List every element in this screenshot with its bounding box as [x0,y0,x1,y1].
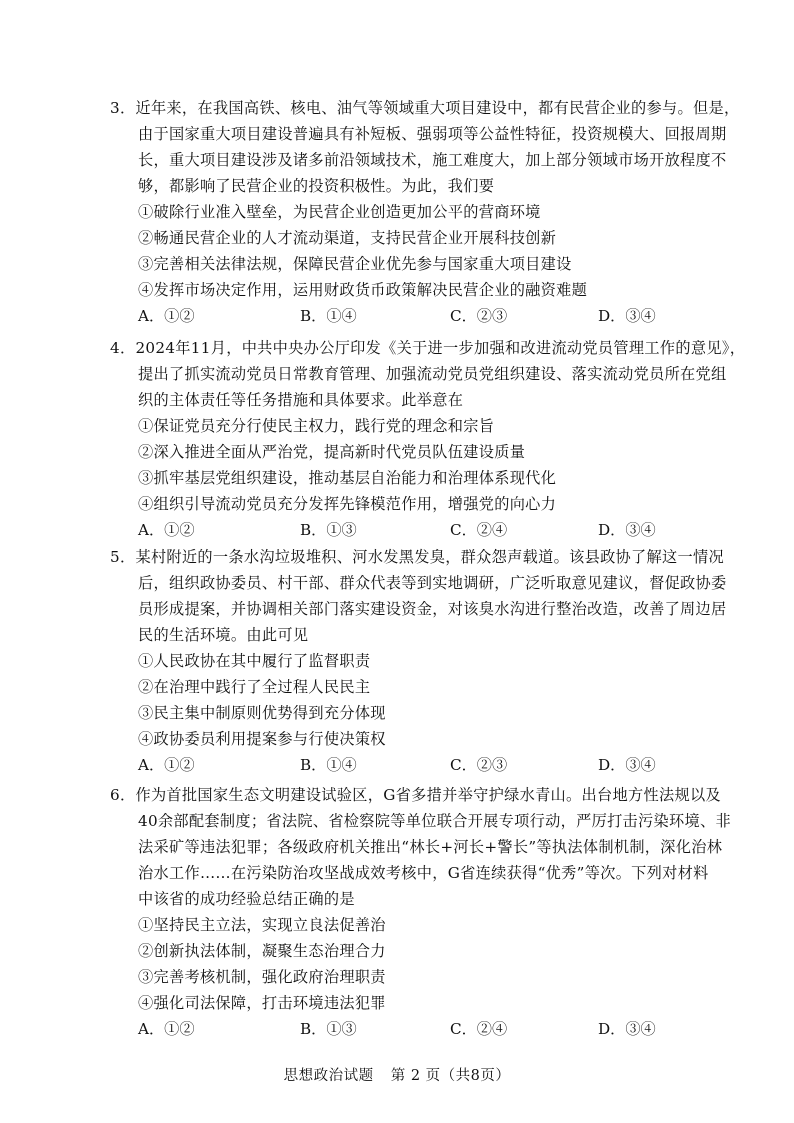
option-3: ③民主集中制原则优势得到充分体现 [138,704,386,722]
answer-choices [110,752,750,778]
option-2: ②深入推进全面从严治党，提高新时代党员队伍建设质量 [138,443,526,461]
stem-line: 民的生活环境。由此可见 [138,626,309,644]
option-3: ③抓牢基层党组织建设，推动基层自治能力和治理体系现代化 [138,469,557,487]
question-3 [110,95,750,329]
option-2: ②畅通民营企业的人才流动渠道，支持民营企业开展科技创新 [138,229,557,247]
choice-b: B．①④ [300,307,357,325]
stem-line: 治水工作……在污染防治攻坚战成效考核中，G省连续获得“优秀”等次。下列对材料 [138,864,709,882]
footer-subject: 思想政治试题 [283,1068,374,1084]
option-4: ④组织引导流动党员充分发挥先锋模范作用，增强党的向心力 [138,495,557,513]
choice-c: C．②④ [450,1020,508,1038]
option-4: ④发挥市场决定作用，运用财政货币政策解决民营企业的融资难题 [138,281,588,299]
choice-c: C．②④ [450,521,508,539]
stem-line: 6．作为首批国家生态文明建设试验区，G省多措并举守护绿水青山。出台地方性法规以及 [110,786,721,804]
choice-c: C．②③ [450,307,508,325]
stem-line: 由于国家重大项目建设普遍具有补短板、强弱项等公益性特征，投资规模大、回报周期 [138,125,727,143]
page-footer [0,1064,794,1085]
choice-a: A．①② [138,307,195,325]
choice-c: C．②③ [450,756,508,774]
stem-line: 织的主体责任等任务措施和具体要求。此举意在 [138,391,464,409]
stem-line: 长，重大项目建设涉及诸多前沿领域技术，施工难度大，加上部分领域市场开放程度不 [138,151,727,169]
answer-choices [110,517,750,543]
option-1: ①人民政协在其中履行了监督职责 [138,652,371,670]
stem-line: 员形成提案，并协调相关部门落实建设资金，对该臭水沟进行整治改造，改善了周边居 [138,600,727,618]
answer-choices [110,1016,750,1042]
choice-b: B．①④ [300,756,357,774]
question-4 [110,335,750,543]
stem-line: 5．某村附近的一条水沟垃圾堆积、河水发黑发臭，群众怨声载道。该县政协了解这一情况 [110,548,724,566]
option-2: ②在治理中践行了全过程人民民主 [138,678,371,696]
choice-d: D．③④ [598,1020,656,1038]
option-1: ①破除行业准入壁垒，为民营企业创造更加公平的营商环境 [138,203,541,221]
question-6 [110,782,750,1042]
footer-page-number: 第 2 页（共8页） [390,1068,511,1084]
stem-line: 40余部配套制度；省法院、省检察院等单位联合开展专项行动，严厉打击污染环境、非 [138,812,731,830]
question-stem [110,335,750,413]
option-2: ②创新执法体制，凝聚生态治理合力 [138,942,386,960]
choice-d: D．③④ [598,756,656,774]
option-1: ①保证党员充分行使民主权力，践行党的理念和宗旨 [138,417,495,435]
answer-choices [110,303,750,329]
stem-line: 后，组织政协委员、村干部、群众代表等到实地调研，广泛听取意见建议，督促政协委 [138,574,727,592]
stem-line: 法采矿等违法犯罪；各级政府机关推出“林长+河长+警长”等执法体制机制，深化治林 [138,838,723,856]
choice-b: B．①③ [300,1020,357,1038]
question-5 [110,544,750,778]
stem-line: 4．2024年11月，中共中央办公厅印发《关于进一步加强和改进流动党员管理工作的意见》， [110,339,746,357]
question-stem [110,782,750,912]
question-stem [110,544,750,648]
choice-a: A．①② [138,1020,195,1038]
stem-line: 3．近年来，在我国高铁、核电、油气等领域重大项目建设中，都有民营企业的参与。但是， [110,99,740,117]
stem-line: 中该省的成功经验总结正确的是 [138,890,355,908]
option-3: ③完善考核机制，强化政府治理职责 [138,968,386,986]
question-stem [110,95,750,199]
choice-d: D．③④ [598,521,656,539]
option-4: ④政协委员利用提案参与行使决策权 [138,730,386,748]
choice-a: A．①② [138,521,195,539]
stem-line: 够，都影响了民营企业的投资积极性。为此，我们要 [138,177,495,195]
option-4: ④强化司法保障，打击环境违法犯罪 [138,994,386,1012]
choice-d: D．③④ [598,307,656,325]
option-3: ③完善相关法律法规，保障民营企业优先参与国家重大项目建设 [138,255,572,273]
choice-b: B．①③ [300,521,357,539]
stem-line: 提出了抓实流动党员日常教育管理、加强流动党员党组织建设、落实流动党员所在党组 [138,365,727,383]
choice-a: A．①② [138,756,195,774]
option-1: ①坚持民主立法，实现立良法促善治 [138,916,386,934]
